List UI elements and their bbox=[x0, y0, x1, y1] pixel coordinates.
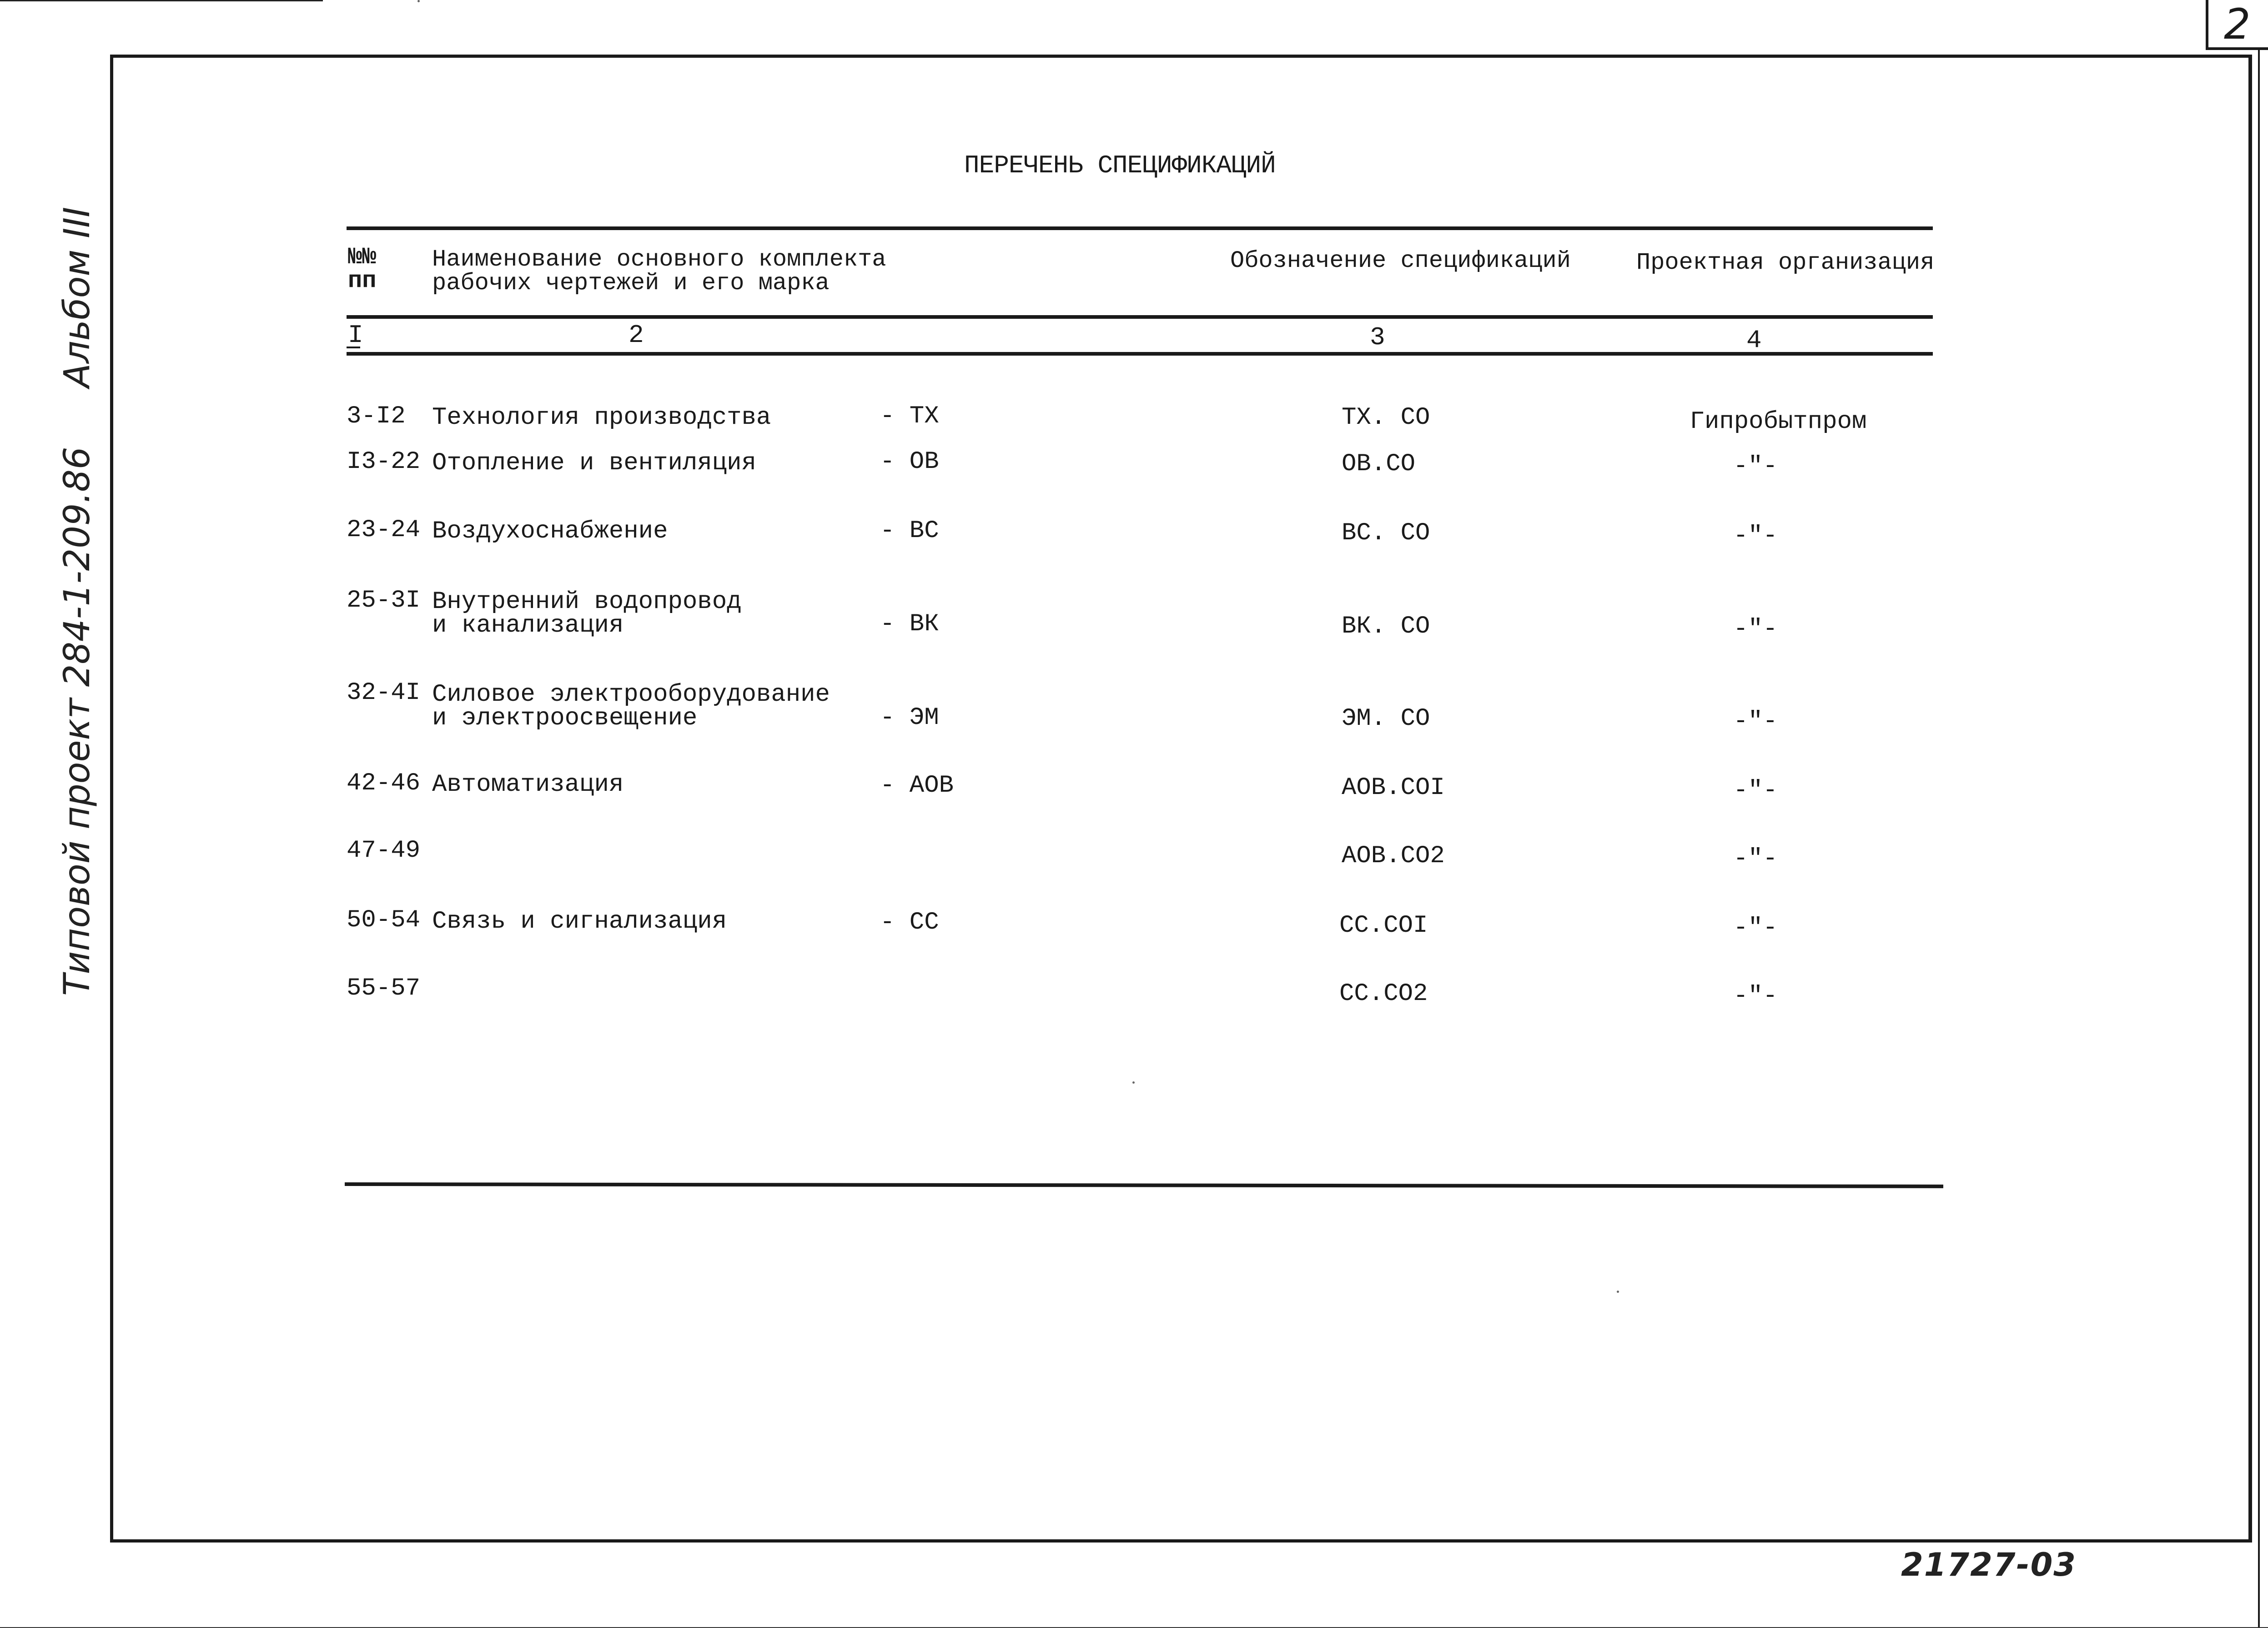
row-1-designation: ТХ. СО bbox=[1342, 404, 1430, 432]
row-1-code: - ТХ bbox=[880, 402, 939, 430]
scan-edge-top bbox=[0, 0, 323, 1]
row-6-designation: АОВ.СОI bbox=[1342, 774, 1445, 802]
project-designation: Типовой проект 284-1-209.86 bbox=[57, 447, 98, 996]
row-9-org: -"- bbox=[1733, 982, 1778, 1010]
row-6-num: 42-46 bbox=[347, 769, 421, 797]
row-4-designation: ВК. СО bbox=[1342, 613, 1430, 640]
row-5-org: -"- bbox=[1733, 708, 1778, 735]
header-organization: Проектная организация bbox=[1636, 249, 1935, 276]
row-6-name: Автоматизация bbox=[432, 771, 624, 799]
row-8-code: - СС bbox=[880, 909, 939, 936]
side-title bbox=[57, 207, 98, 996]
page-number: 2 bbox=[2224, 0, 2251, 49]
header-name bbox=[432, 248, 886, 295]
row-8-name: Связь и сигнализация bbox=[432, 908, 727, 935]
row-5-designation: ЭМ. СО bbox=[1342, 705, 1430, 733]
row-9-designation: СС.СО2 bbox=[1339, 980, 1428, 1008]
column-numbers-rule bbox=[347, 352, 1933, 356]
row-7-org: -"- bbox=[1733, 845, 1778, 873]
row-4-name: Внутренний водопровод и канализация bbox=[432, 588, 742, 639]
header-designation: Обозначение спецификаций bbox=[1230, 247, 1571, 274]
scan-speck bbox=[1617, 1291, 1619, 1293]
drawing-frame bbox=[110, 55, 2252, 1543]
row-5-code: - ЭМ bbox=[880, 704, 939, 732]
row-8-designation: СС.СОI bbox=[1339, 912, 1428, 940]
row-1-num: 3-I2 bbox=[347, 402, 406, 430]
row-1-org: Гипробытпром bbox=[1690, 408, 1867, 436]
header-name-line2: рабочих чертежей и его марка bbox=[432, 270, 830, 296]
row-2-num: I3-22 bbox=[347, 448, 421, 476]
row-2-designation: ОВ.СО bbox=[1342, 450, 1416, 478]
inventory-stamp: 21727-03 bbox=[1901, 1546, 2077, 1583]
header-num bbox=[348, 246, 376, 293]
row-6-org: -"- bbox=[1733, 777, 1778, 804]
row-6-code: - АОВ bbox=[880, 772, 954, 799]
document-title: ПЕРЕЧЕНЬ СПЕЦИФИКАЦИЙ bbox=[964, 151, 1276, 180]
row-4-org: -"- bbox=[1733, 615, 1778, 643]
row-9-num: 55-57 bbox=[347, 975, 421, 1002]
row-3-code: - ВС bbox=[880, 517, 939, 545]
column-number-3: 3 bbox=[1370, 323, 1385, 352]
scan-speck bbox=[1132, 1081, 1135, 1084]
column-number-4: 4 bbox=[1746, 326, 1762, 355]
row-2-name: Отопление и вентиляция bbox=[432, 449, 756, 477]
header-num-line1: №№ bbox=[348, 244, 377, 271]
header-num-line2: пп bbox=[348, 267, 377, 294]
row-5-name: Силовое электрооборудование и электроосвещение bbox=[432, 681, 830, 732]
row-7-num: 47-49 bbox=[347, 837, 421, 864]
row-7-designation: АОВ.СО2 bbox=[1342, 842, 1445, 870]
row-5-num: 32-4I bbox=[347, 679, 421, 707]
row-1-name: Технология производства bbox=[432, 404, 771, 432]
row-4-num: 25-3I bbox=[347, 587, 421, 614]
row-4-code: - ВК bbox=[880, 610, 939, 638]
scan-edge-right bbox=[2258, 50, 2260, 1628]
column-number-2: 2 bbox=[629, 321, 644, 350]
row-3-designation: ВС. СО bbox=[1342, 519, 1430, 547]
album-label: Альбом III bbox=[57, 206, 98, 388]
row-2-code: - ОВ bbox=[880, 448, 939, 476]
row-3-org: -"- bbox=[1733, 522, 1778, 550]
table-top-rule bbox=[347, 226, 1933, 230]
header-name-line1: Наименование основного комплекта bbox=[432, 246, 886, 273]
scan-speck bbox=[417, 0, 420, 2]
row-3-num: 23-24 bbox=[347, 516, 421, 544]
row-2-org: -"- bbox=[1733, 452, 1778, 480]
row-3-name: Воздухоснабжение bbox=[432, 518, 668, 545]
row-8-org: -"- bbox=[1733, 914, 1778, 942]
column-number-1: I bbox=[348, 321, 363, 350]
row-8-num: 50-54 bbox=[347, 906, 421, 934]
header-bottom-rule bbox=[347, 315, 1933, 319]
